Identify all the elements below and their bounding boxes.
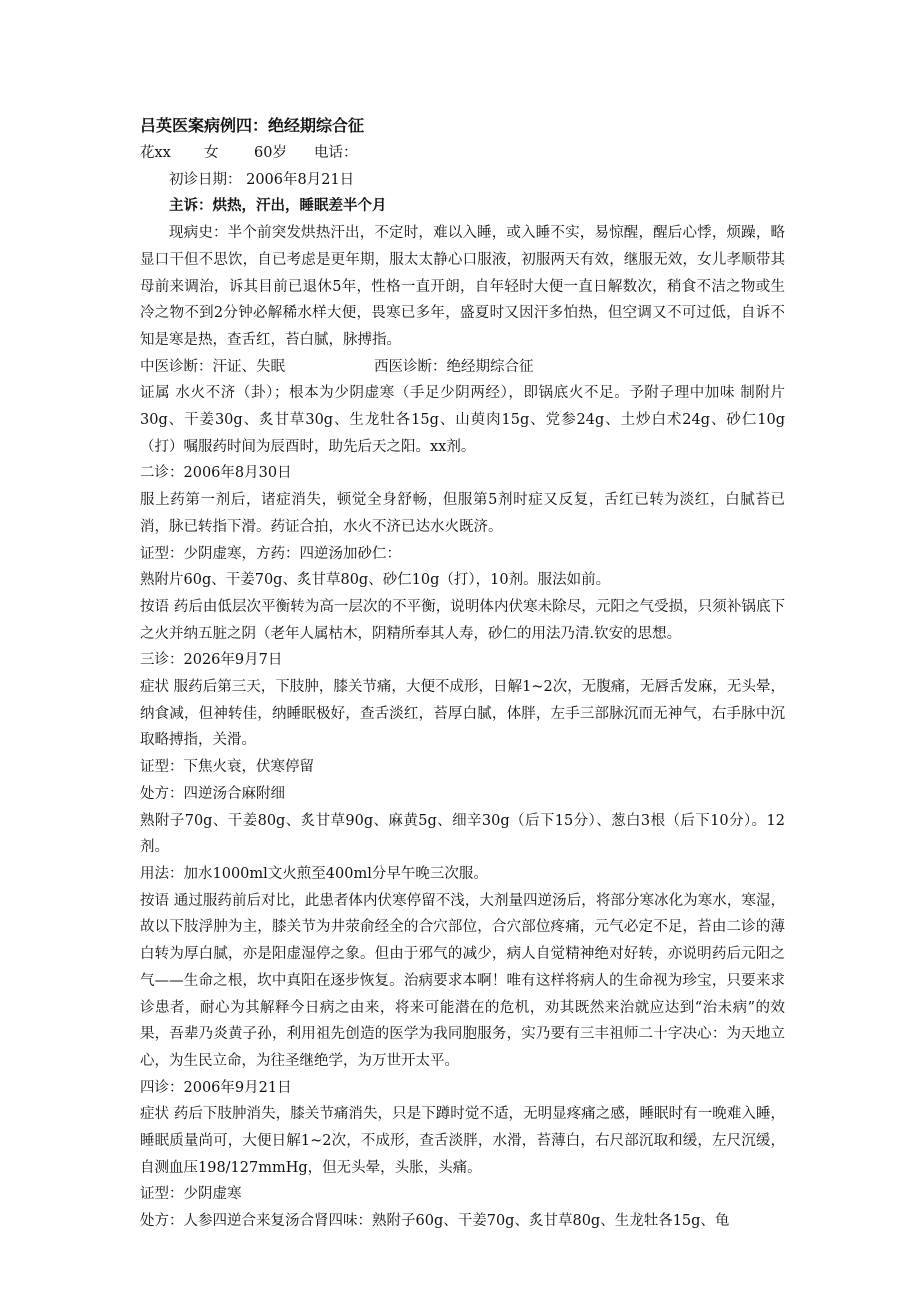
document-page <box>140 112 785 1235</box>
visit2-header: 二诊：2006年8月30日 <box>140 465 292 482</box>
visit3-syndrome: 证型：下焦火衰，伏寒停留 <box>140 759 314 776</box>
first-visit-date: 初诊日期： 2006年8月21日 <box>169 171 355 188</box>
western-diagnosis: 西医诊断：绝经期综合征 <box>374 358 534 375</box>
patient-age: 60岁 <box>254 145 287 161</box>
visit2-text: 服上药第一剂后，诸症消失，顿觉全身舒畅，但服第5剂时症又反复，舌红已转为淡红，白腻苔已消，脉已转指下滑。药证合拍，水火不济已达水火既济。 <box>140 492 785 535</box>
document-title: 吕英医案病例四：绝经期综合征 <box>140 116 365 135</box>
patient-name: 花xx <box>140 145 171 161</box>
diagnosis-line <box>140 354 785 381</box>
patient-phone: 电话： <box>314 145 358 161</box>
visit4-syndrome: 证型：少阴虚寒 <box>140 1186 242 1203</box>
visit3-symptoms: 症状 服药后第三天，下肢肿，膝关节痛，大便不成形，日解1~2次，无腹痛，无唇舌发麻，无头晕，纳食减，但神转佳，纳睡眠极好，查舌淡红，苔厚白腻，体胖，左手三部脉沉而无神气，右手脉中沉取略搏指，关滑。 <box>140 679 785 749</box>
visit4-prescription: 处方：人参四逆合来复汤合肾四味：熟附子60g、干姜70g、炙甘草80g、生龙牡各15g、龟 <box>140 1213 730 1230</box>
visit2-syndrome: 证型：少阴虚寒，方药：四逆汤加砂仁： <box>140 545 401 562</box>
visit3-prescription: 熟附子70g、干姜80g、炙甘草90g、麻黄5g、细辛30g（后下15分）、葱白3根（后下10分）。12剂。 <box>140 812 785 856</box>
visit2-note: 按语 药后由低层次平衡转为高一层次的不平衡，说明体内伏寒未除尽，元阳之气受损，只须补锅底下之火并纳五脏之阴（老年人属枯木，阴精所奉其人寿，砂仁的用法乃清.钦安的思想。 <box>140 598 785 642</box>
chief-complaint: 主诉：烘热，汗出，睡眠差半个月 <box>169 197 387 215</box>
visit3-usage: 用法：加水1000ml文火煎至400ml分早午晚三次服。 <box>140 865 488 882</box>
visit3-header: 三诊：2026年9月7日 <box>140 652 283 669</box>
visit4-symptoms: 症状 药后下肢肿消失，膝关节痛消失，只是下蹲时觉不适，无明显疼痛之感，睡眠时有一晚难入睡，睡眠质量尚可，大便日解1~2次，不成形，查舌淡胖，水滑，苔薄白，右尺部沉取和缓，左尺沉缓，自测血压198/127mmHg，但无头晕，头胀，头痛。 <box>140 1106 785 1176</box>
patient-sex: 女 <box>204 145 219 161</box>
present-history: 现病史：半个前突发烘热汗出，不定时，难以入睡，或入睡不实，易惊醒，醒后心悸，烦躁，略显口干但不思饮，自已考虑是更年期，服太太静心口服液，初服两天有效，继服无效，女儿孝顺带其母前来调治，诉其目前已退休5年，性格一直开朗，自年轻时大便一直日解数次，稍食不洁之物或生冷之物不到2分钟必解稀水样大便，畏寒已多年，盛夏时又因汗多怕热，但空调又不可过低，自诉不知是寒是热，查舌红，苔白腻，脉搏指。 <box>140 225 785 348</box>
visit2-prescription: 熟附片60g、干姜70g、炙甘草80g、砂仁10g（打），10剂。服法如前。 <box>140 572 611 589</box>
visit3-note: 按语 通过服药前后对比，此患者体内伏寒停留不浅，大剂量四逆汤后，将部分寒冰化为寒水，寒湿，故以下肢浮肿为主，膝关节为井荥俞经全的合穴部位，合穴部位疼痛，元气必定不足，苔由二诊的薄白转为厚白腻，亦是阳虚湿停之象。但由于邪气的减少，病人自觉精神绝对好转，亦说明药后元阳之气——生命之根，坎中真阳在逐步恢复。治病要求本啊！唯有这样将病人的生命视为珍宝，只要来求诊患者，耐心为其解释今日病之由来，将来可能潜在的危机，劝其既然来治就应达到“治未病”的效果，吾辈乃炎黄子孙，利用祖先创造的医学为我同胞服务，实乃要有三丰祖师二十字决心：为天地立心，为生民立命，为往圣继绝学，为万世开太平。 <box>140 892 785 1069</box>
visit3-prescription-title: 处方：四逆汤合麻附细 <box>140 785 285 802</box>
syndrome-first-visit: 证属 水火不济（卦）；根本为少阴虚寒（手足少阴两经），即锅底火不足。予附子理中加味 制附片30g、干姜30g、炙甘草30g、生龙牡各15g、山萸肉15g、党参24g、土炒白术24g、砂仁10g（打）嘱服药时间为辰酉时，助先后天之阳。xx剂。 <box>140 385 785 455</box>
visit4-header: 四诊：2006年9月21日 <box>140 1079 292 1096</box>
tcm-diagnosis: 中医诊断：汗证、失眠 <box>140 358 285 375</box>
patient-info <box>140 140 785 167</box>
